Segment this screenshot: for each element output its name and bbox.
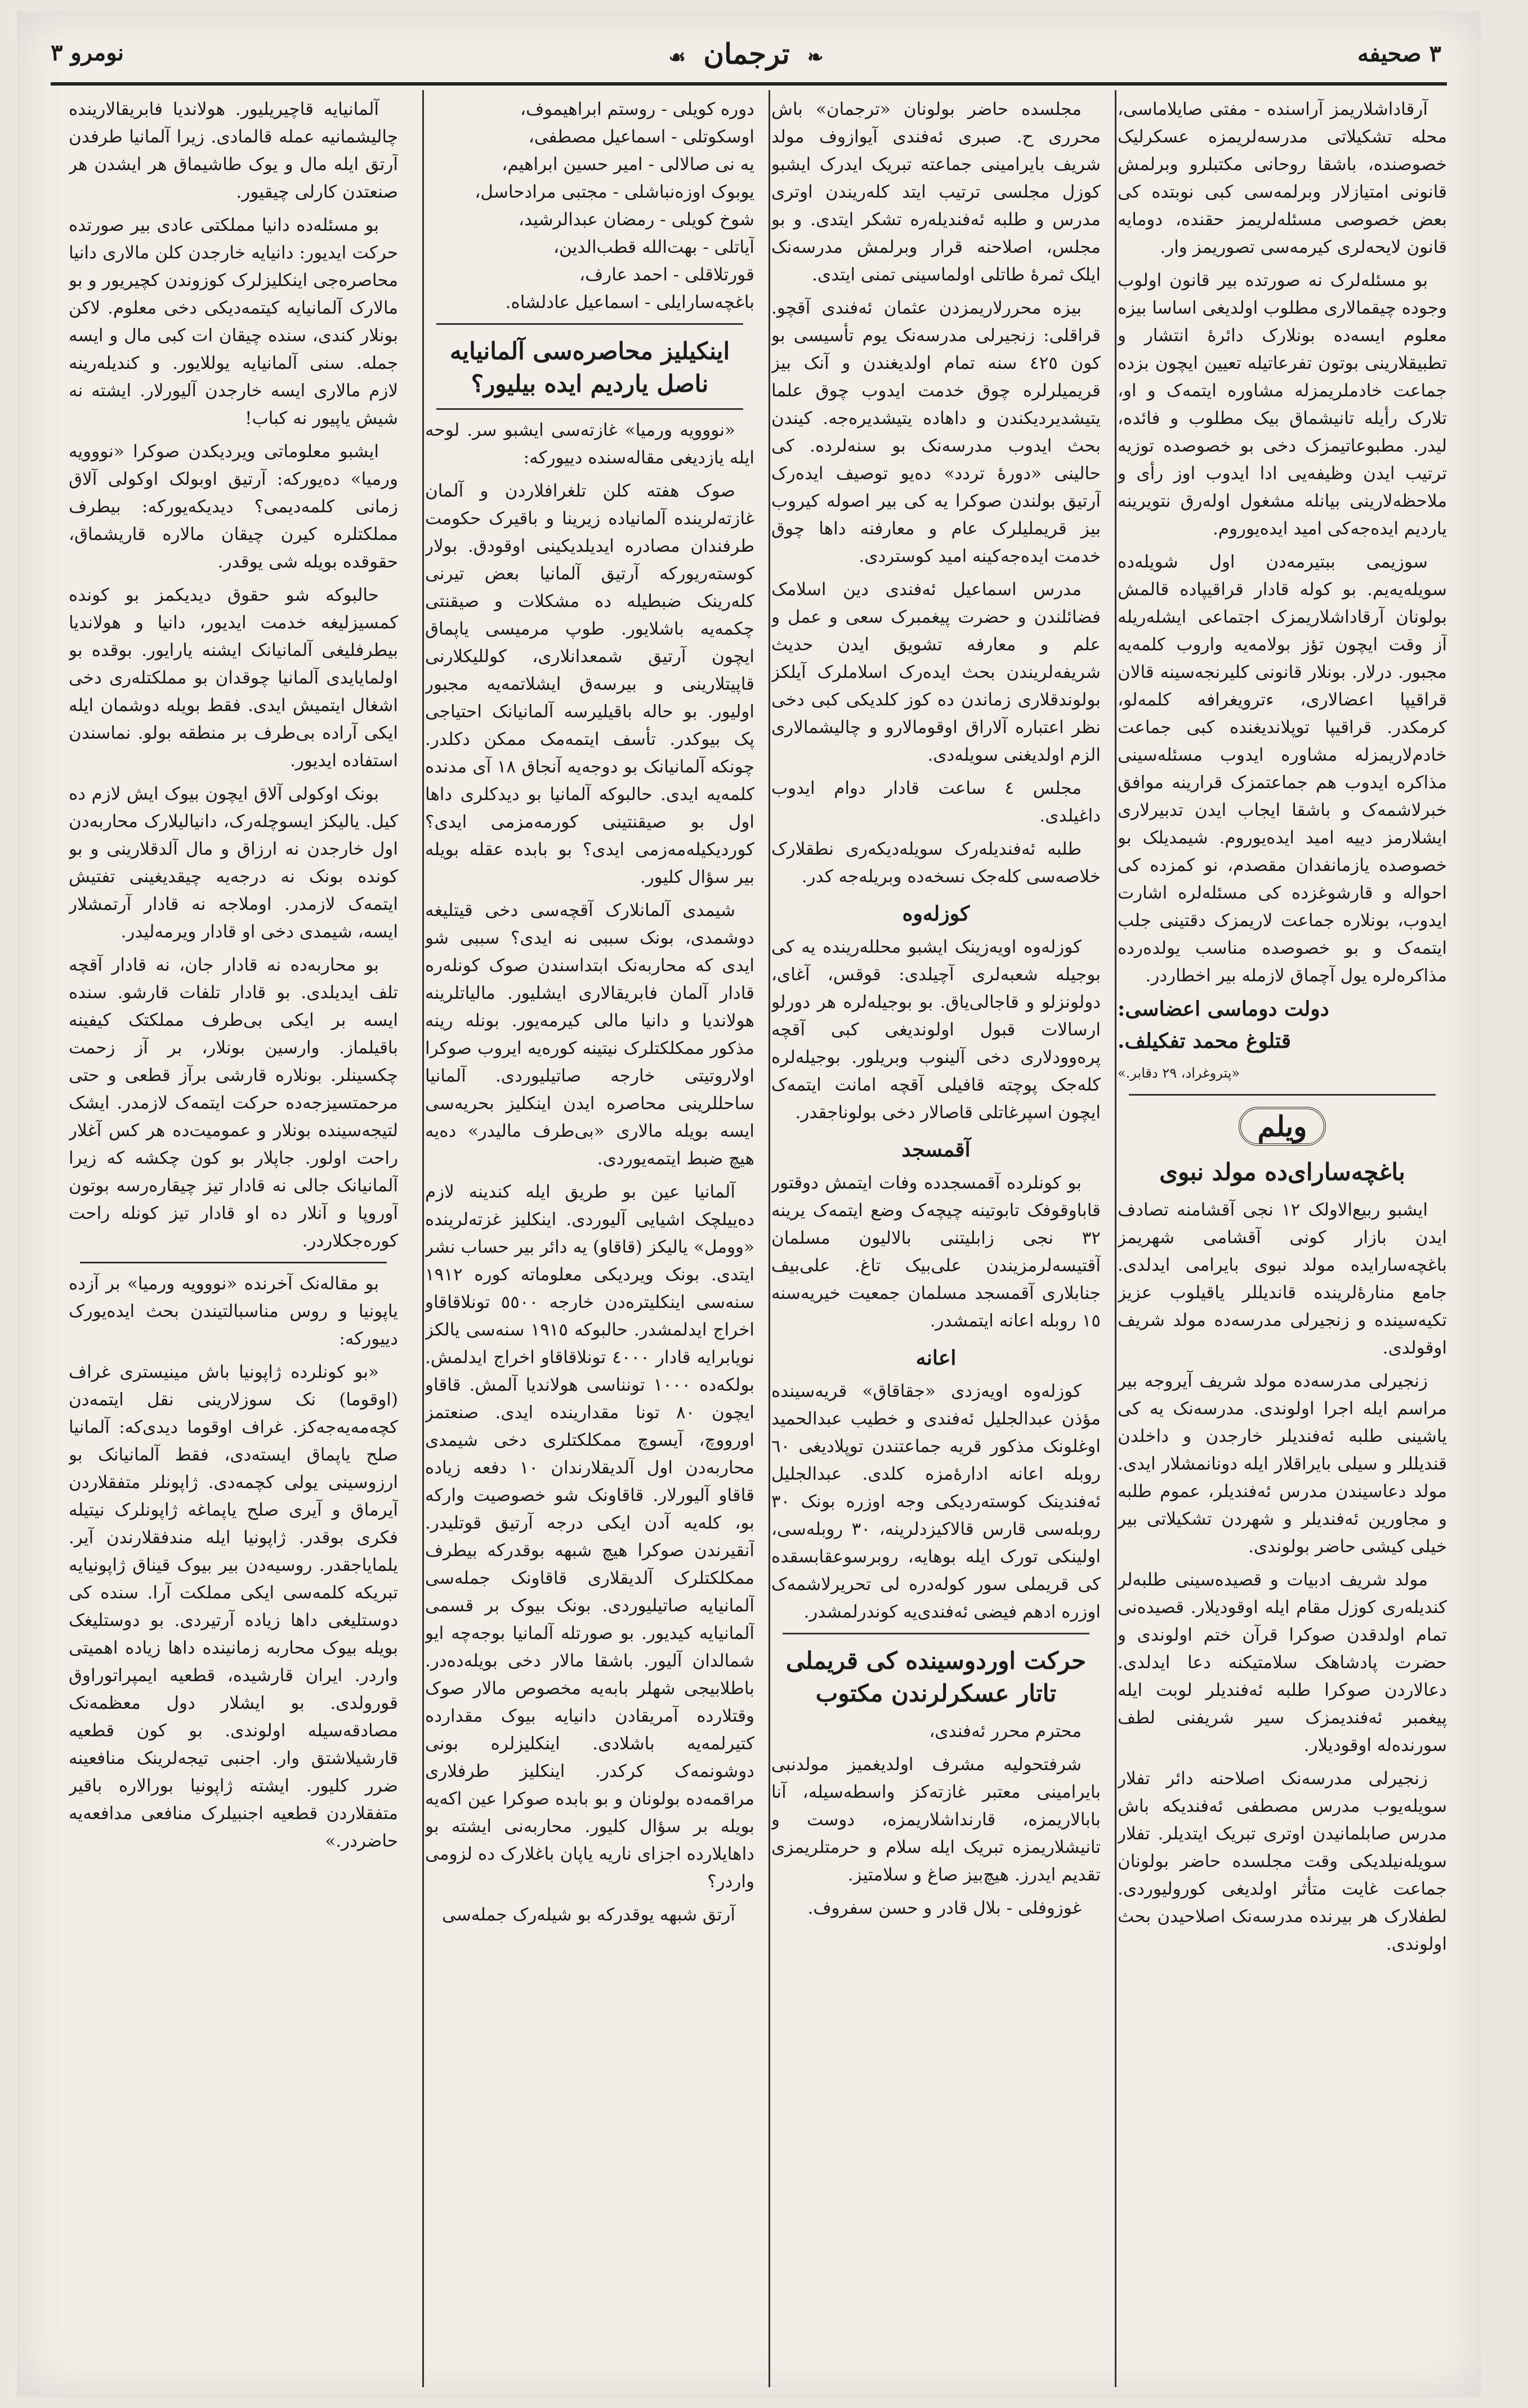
column-divider: [1115, 90, 1116, 2387]
article-paragraph: مجلسده حاضر بولونان «ترجمان» باش محرری ح. صبری ئه‌فندی آیوازوف مولد شریف بایرامینی جماعته تبریک ایدرک ایشبو کوزل مجلسی ترتیب ایتد کله‌ریندن اوتری مدرس و طلبه ئه‌فندیله‌ره تشکر ایتدی. و بو مجلس، اصلاحنه قرار وبرلمش مدرسه‌نک ایلک ثمرۀ طاتلی اولماسینی تمنی ایتدی.: [771, 99, 1101, 285]
signer-list: [425, 96, 754, 316]
column-divider: [769, 90, 770, 2387]
article-paragraph: آلمانیا عین بو طریق ایله کندینه لازم ده‌ییلچک اشیایی آلیوردی. اینکلیز غزته‌لرینده «وومل» یالیکز (قاقاو) یه دائر بیر حساب نشر ایتدی. بونک ویردیکی معلوماته کوره ١٩١٢ سنه‌سی اینکلیتره‌دن خارجه ٥٥٠٠ تونلاقاقاو اخراج ایدلمشدر. حالبوکه ١٩١٥ سنه‌سی یالکز نویابرایه قادار ٤٠٠٠ تونلاقاقاو اخراج ایدلمش. بولکه‌ده ١٠٠٠ تونناسی هولاندیا آلمش. قاقاو ایچون ٨٠ تونا مقدارینده ایدی. صنعتمز اورووچ، آیسوچ ممکلکتلری دخی شیمدی محاربه‌دن اول آلدیقلارندان ١٠ دفعه زیاده قاقاو آلیورلار. قاقاونک شو خصوصیت وارکه بو، کله‌یه آدن ایکی درجه آرتیق قوتلیدر. آنقیرندن صوکرا هیچ شبهه بوقدرکه بیطرف ممکلکتلرک آلدیقلاری قاقاونک جمله‌سی آلمانیایه صاتیلیوردی. بونک بیوک بر قسمی آلمانیایه کیدیور. بو صورتله آلمانیا بوجه‌چه ایو شمالدان آلیور. باشقا مالار دخی بویله‌ده‌در. باطلابیجی شهلر بابه‌یه مخصوص مالار صوک وقتلارده آمریقادن دانیایه بیوک مقدارده کتیرلمه‌یه باشلادی. اینکلیزلره بونی دوشونمه‌ک کرکدر. اینکلیز طرفلاری مراقمه‌ده بولونان و بو بابده صوکرا عین اکه‌یه بویله بر سؤال کلیور. محاربه‌نی ایشته بو داهایلارده اجزای ناریه یاپان باغلارک ده لزومی واردر؟: [425, 1182, 754, 1892]
section-divider: [436, 323, 743, 325]
section-divider: [436, 408, 743, 410]
article-paragraph: کوزله‌وه اویه‌زینک ایشبو محلله‌رینده یه کی بوجیله شعبه‌لری آچیلدی: قوقس، آغای، دولونزلو و قاجالی‌یاق. بو بوجیله‌لره هر دورلو ارسالات قبول اولوندیغی کبی آقچه پره‌وودلاری دخی آلینوب وبریلور. بوجیله‌لره کله‌جک پوچته قافیلی آقچه امانت ایتمه‌ک ایچون اسپرغاتلی قاصالار دخی بولوناجقدر.: [771, 937, 1101, 1123]
section-divider: [1129, 1094, 1436, 1096]
article-paragraph: مجلس ٤ ساعت قادار دوام ایدوب داغیلدی.: [771, 778, 1101, 826]
header-rule: [51, 82, 1447, 86]
signer-list-item: اوسکوتلی - اسماعیل مصطفی،: [528, 127, 754, 147]
article-paragraph: سوزیمی ببتیرمه‌دن اول شویله‌ده سویله‌یه‌یم. بو کوله قادار قراقیپاده قالمش بولونان آرقاداشلاریمزک اجتماعی ایشله‌ریله آز وقت ایچون تؤز بولامه‌یه واروب کلمه‌یه مجبور. درلار. بونلار قانونی کلیرنجه‌سینه قالان قراقیپا اعضالاری، ء‌ترویغرافه کلمه‌لو، کرمکدر. قراقیپا توپلاندیغنده کبی جماعت خادم‌لاریمزله مشاوره ایدوب مسئله‌سینی مذاکره ایدوب هم جماعتمزک قرارینه موافق خبرلاشمه‌ک و باشقا ایجاب ایدن تدبیرلاری ایشلارمز دییه امید ایده‌یوروم. شیمدیلک بو خصوصده یازمانفدان مقصدم، نو کمزده کی احواله و قارشوغزده کی مسئله‌لره اشارت ایدوب، بونلاره جماعت لاریمزک دقتینی جلب ایتمه‌ک و بو خصوصده مناسب یولده‌رده مذاکره‌لره یول آچماق لازمله بیر اخطاردر.: [1118, 552, 1447, 986]
newspaper-title: [660, 37, 831, 70]
section-headline: کوزله‌وه: [902, 902, 970, 926]
signer-list-item: دوره کویلی - روستم ابراهیموف،: [520, 99, 754, 119]
article-headline: اینکیلیز محاصره‌سی آلمانیایه ناصل یاردیم ایده بیلیور؟: [449, 337, 730, 397]
signer-list-item: یوبوک اوزه‌نباشلی - مجتبی مرادحاسل،: [475, 182, 754, 202]
article-paragraph: ایشبو معلوماتی ویردیکدن صوکرا «نووویه ورمیا» ده‌یورکه: آرتیق اوبولک اوکولی آلاق زمانی کلمه‌دیمی؟ دیدیکه‌یورکه: بیطرف مملکتلره کیرن چیقان مالاره قاریشماق، حقوقده بویله شی یوقدر.: [69, 441, 398, 572]
article-paragraph: بو کونلرده آقمسجدده وفات ایتمش دوقتور قاباو‌قوفک تابوتینه چیچه‌ک وضع ایتمه‌ک یرینه ٣٢ نجی زابلیتنی بالالیون مسلمان آقتیسه‌لرمزیندن علی‌بیک تاغ. علی‌بیف جنابلاری آقمسجد مسلمان جمعیت خیریه‌سنه ١٥ روبله اعانه ایتمشدر.: [771, 1173, 1101, 1331]
column-2: [771, 96, 1101, 2382]
article-paragraph: زنجیرلی مدرسه‌نک اصلاحنه دائر تفلار سویله‌یوب مدرس مصطفی ئه‌فندیکه باش مدرس صابلمانیدن اوتری تبریک ایتدیلر. تفلار سویله‌نیلدیکی وقت مجلسده حاضر بولونان جماعت غایت متأثر اولدیغی کورولیوردی. لطفلارک هر بیرنده مدرسه‌نک اصلاحیدن بحث اولوندی.: [1118, 1768, 1447, 1954]
article-paragraph: زنجیرلی مدرسه‌ده مولد شریف آیروجه بیر مراسم ایله اجرا اولوندی. مدرسه‌نک یه کی یاشینی طلبه ئه‌فندیلر خارجدن و داخلدن قندیللر و سیلی بایراقلار ایله دونانمشلار ایدی. مولد دعاسیندن مدرس ئه‌فندیلر، عموم طلبه و مجاورین ئه‌فندیلر و شهردن تشکیلاتی بیر خیلی کیشی حاضر بولوندی.: [1118, 1371, 1447, 1557]
column-divider: [422, 90, 424, 2387]
column-1: [1118, 96, 1447, 2382]
article-paragraph: صوک هفته کلن تلغرافلاردن و آلمان غازته‌لرینده آلمانیاده زیرینا و باقیرک حکومت طرفندان مصادره ایدیلدیکینی اوقودق. بولار کوسته‌ریورکه آرتیق آلمانیا بعض تیرنی کله‌رینک ضبطیله ده مشکلات و صیقنتی چکمه‌یه باشلایور. طوپ مرمیسی یاپماق ایچون آرتیق شمعدانلاری، کوللیکلارنی قاپیتلارینی و بیرسه‌ق ایشلاتمه‌یه مجبور اولیور. بو حاله باقیلیرسه آلمانیانک احتیاجی پک بیوکدر. تأسف ایتمه‌مک ممکن دکلدر. چونکه آلمانیانک بو دوجه‌یه آنجاق ١٨ آی مدنده کلمه‌یه ایدی. حالبوکه آلمانیا بو دیدکلری داها اول بو صیقنتینی کورمه‌مزمی ایدی؟ کوردیکیله‌مه‌زمی ایدی؟ بو بابده عقله بویله بیر سؤال کلیور.: [425, 481, 754, 887]
article-headline: حرکت اوردوسینده کی قریملی تاتار عسکرلرندن مکتوب: [785, 1647, 1087, 1707]
article-paragraph: مولد شریف ادبیات و قصیده‌سینی طلبه‌لر کندیله‌ری کوزل مقام ایله اوقودیلار. قصیده‌نی تمام اولدقدن صوکرا قرآن ختم اولوندی و حضرت پادشاهک سلامتیکنه دعا ایدلدی. دعالاردن صوکرا طلبه ئه‌فندیلر لوبت ایله پیغمبر ئه‌فندیمزک سیر شریفنی لطف سورنده‌له اوقودیلار.: [1118, 1570, 1447, 1755]
letter-signers: [771, 1895, 1101, 1922]
signer-role: دولت دوماسی اعضاسی:: [1118, 997, 1329, 1021]
section-headline: اعانه: [915, 1346, 957, 1370]
signer: و حسن سفروف.: [807, 1898, 932, 1918]
article-paragraph: بو مسئله‌لرک نه صورتده بیر قانون اولوب وجوده چیقمالاری مطلوب اولدیغی اساسا بیزه معلوم ایسه‌ده بونلارک دائرۀ انتشار و تطبیقلارینی بوتون تفرعاتیله تعیین ایچون بزده جماعت خادملریمزله مشاوره ایتمه‌ک و او، تلارک رأیله تانیشماق بیک مطلوب و فائده، لیدر. مطبوعاتیمزک دخی بو خصوصده توزیه ترتیب ایدن وظیفه‌یی ادا ایدوب اوز رأی و ملاحظه‌لارینی بیانله مشغول اوله‌رق نتویرینه یاردیم ایده‌جه‌کی امید ایده‌یوروم.: [1118, 270, 1447, 539]
issue-number: نومرو ٣: [51, 39, 124, 66]
column-4: [69, 96, 398, 2382]
article-paragraph: بیزه محررلاریمزدن عثمان ئه‌فندی آقچو. قراقلی: زنجیرلی مدرسه‌نک یوم تأسیسی بو کون ٤٢٥ سنه تمام اولدیغندن و آنک بیز قریمیلرلره چوق خدمت ایدوب چوق علما یتیشدیردیکندن و داهاده یتیشدیره‌جه. کیندن بحث ایدوب مدرسه‌نک بو سنه‌لرده. کی حالینی «دورۀ تردد» ده‌یو توصیف ایده‌رک آرتیق بولندن صوکرا یه کی بیر اصوله کیروب بیز قریملیلرک عام و معارفنه داها چوق خدمت ایده‌جه‌کینه امید کوستردی.: [771, 298, 1101, 566]
article-paragraph: بونک اوکولی آلاق ایچون بیوک ایش لازم ده کیل. یالیکز ایسوچله‌رک، دانیالیلارک محاربه‌دن اول خارجدن نه ارزاق و مال آلدقلارینی و بو کونده بونک نه درجه‌یه چیقدیغینی تفتیش ایتمه‌ک لازمدر. اوملاجه نه قادار آرتمشلار ایسه، شیمدی دخی او قادار ویرمه‌لیدر.: [69, 784, 398, 942]
section-divider: [80, 1262, 387, 1263]
signer-list-item: یه نی صالالی - امیر حسین ابراهیم،: [502, 154, 754, 175]
article-headline: باغچه‌سارای‌ده مولد نبوی: [1159, 1158, 1405, 1186]
article-paragraph: «نووویه ورمیا» غازته‌سی ایشبو سر. لوحه ایله یازدیغی مقاله‌سنده دییورکه:: [425, 420, 754, 468]
column-3: [425, 96, 754, 2382]
article-paragraph: «بو کونلرده ژاپونیا باش مینیستری غراف (اوقوما) نک سوزلارینی نقل ایتمه‌دن کچه‌مه‌یه‌جه‌کز. غراف اوقوما دیدی‌که: آلمانیا صلح یاپماق ایسته‌دی، فقط آلمانیانک بو ارزوسینی یولی کچمه‌دی. ژاپونلر متفقلاردن آیرماق و آیری صلح یاپماغه ژاپونلرک نیتیله فکری بوقدر. ژاپونیا ایله مندفقلارندن آیر. یلمایاجقدر. روسیه‌دن بیر بیوک قیناق ژاپونیایه تبریکه کلمه‌سی ایکی مملکت آرا. سنده کی دوستلیغی داها زیاده آرتیردی. بو دوستلیغک بویله بیوک محاربه زمانینده داها زیاده اهمیتی واردر. ایران قارشیده، قطعیه ایمپراتوراوق قورولدی. بو ایشلار دول معظمه‌نک مصادقه‌سیله اولوندی. بو کون قطعیه قارشیلاشتق وار. اجنبی تیجه‌لرینک منافعینه ضرر کلیور. ایشته ژاپونیا بورالاره باقیر متفقلاردن قطعیه اجنبیلرک منافعی مدافعه‌یه حاضردر.»: [69, 1362, 398, 1851]
article-paragraph: آلمانیایه قاچیریلیور. هولاندیا فابریقالارینده چالیشمانیه عمله قالمادی. زیرا آلمانیا طرفدن آرتق ایله مال و یوک طاشیماق هر ایشدن هر صنعتدن کارلی چیقیور.: [69, 99, 398, 202]
article-paragraph: شرفتحوليه مشرف اولدیغمیز مولدنبی بایرامینی معتبر غازته‌کز واسطه‌سیله، آنا بابالاریمزه، قارنداشلاریمزه، دوست و تانیشلاریمزه تبریک ایله سلام و حرمتلریمزی تقدیم ایدرز. هیچ‌بیز صاغ و سلامتیز.: [771, 1754, 1101, 1885]
article-paragraph: بو محاربه‌ده نه قادار جان، نه قادار آقچه تلف ایدیلدی. بو قادار تلفات قارشو. سنده ایسه بر ایکی بی‌طرف مملکتک کیفینه باقیلماز. وارسین بونلار، بر آز زحمت چکسینلر. بونلاره قارشی برآز قطعی و حتی مرحمتسیزجه‌ده حرکت ایتمه‌ک لازمدر. ایشک لتیجه‌سینده بونلار و عمومیت‌ده هر کس آغلار راحت اولور. جاپلار بو کون چکشه که زیرا آلمانیانک جالی نه قادار تیز چیقاره‌رسه بوتون آوروپا و آنلار ده او قادار تیز کونله راحت کوره‌جکلاردر.: [69, 955, 398, 1251]
ornament-badge: ویلم: [1239, 1107, 1326, 1146]
article-paragraph: بو مسئله‌ده دانیا مملکتی عادی بیر صورتده حرکت ایدیور: دانیایه خارجدن کلن مالاری دانیا محاصره‌جی اینکلیزلرک کوزوندن کچیریور و بو مالارک آلمانیایه کیتمه‌دیکی دخی معلوم. لاکن بونلار کندی، سنده چیقان ات کبی مال و ایسه جمله. سنی آلمانیایه یوللایور. و کندیله‌رینه لازم مالاری ایسه خارجدن آلیورلار. ایشته نه شیش یاپیور نه کباب!: [69, 215, 398, 428]
signer-list-item: شوخ کویلی - رمضان عبدالرشید،: [519, 209, 754, 230]
article-paragraph: ایشبو ربیع‌الاولک ١٢ نجی آقشامنه تصادف ایدن بازار کونی آقشامی شهریمز باغچه‌سارایده مولد نبوی بایرامی ایدلدی. جامع منارۀ‌لرینده قاندیللر یاقیلوب عزیز تکیه‌سینده و زنجیرلی مدرسه‌ده مولد شریف اوقولدی.: [1118, 1200, 1447, 1358]
article-paragraph: طلبه ئه‌فندیله‌رک سویله‌دیکه‌ری نطقلارک خلاصه‌سی کله‌جک نسخه‌ده وبریله‌جه کدر.: [771, 839, 1101, 887]
article-paragraph: حالبوکه شو حقوق دیدیکمز بو کونده کمسیزلیغه خدمت ایدیور، دانیا و هولاندیا بیطرفلیغی آلمانیانک ایشنه یارایور. بوقده بو اولمایایدی آلمانیا چوقدان بو مملکتله‌ری دخی اشغال ایتمیش ایدی. فقط بویله دوشمان ایله ایکی آراده بی‌طرف بر منطقه بولو. نماسندن استفاده ایدیور.: [69, 585, 398, 771]
newspaper-page: [17, 11, 1481, 2397]
article-paragraph: بو مقاله‌نک آخرنده «نووویه ورمیا» بر آزده یاپونیا و روس مناسبالتیندن بحث ایده‌یورک دییورکه:: [69, 1274, 398, 1349]
section-ornament: [1118, 1107, 1447, 1146]
title-text: ترجمان: [703, 37, 790, 70]
article-paragraph: مدرس اسماعیل ئه‌فندی دین اسلامک فضائلندن و حضرت پیغمبرک سعی و عمل و علم و معارفه تشویق ایدن حدیث شریفه‌لریندن بحث ایده‌رک اسلاملرک آیلکز بولوندقلاری زماندن ده کوز کلدیکی کبی دخی نظر اعتباره آلاراق اوقومالارو و چالیشمالاری الزم اولدیغنی سویله‌دی.: [771, 579, 1101, 765]
title-ornament-icon: ❧: [807, 46, 824, 69]
signer-name: قتلوغ محمد تفکیلف.: [1118, 1029, 1292, 1053]
page-header: [51, 34, 1441, 84]
article-paragraph: آرتق شبهه یوقدرکه بو شیله‌رک جمله‌سی: [441, 1905, 735, 1925]
letter-salutation: محترم محرر ئه‌فندی،: [929, 1721, 1082, 1741]
page-number: ٣ صحيفه: [1357, 41, 1441, 67]
article-paragraph: کوزله‌وه اویه‌زدی «جقاقاق» قریه‌سینده مؤذن عبدالجلیل ئه‌فندی و خطیب عبدالحمید اوغلونک مذکور قریه جماعتندن توپلادیغی ٦٠ روبله اعانه ادارۀمزه کلدی. عبدالجلیل ئه‌فندینک کوسته‌ردیکی وجه اوزره بونک ٣٠ روبله‌سی قارس قالاکیزدلرینه، ٣٠ روبله‌سی، اولینکی تورک ایله بوهایه، روبرسوعقابسقده کی قریملی سور کوله‌دره لی تحریرلاشمه‌ک اوزره ادهم فیضی ئه‌فندی‌یه کوندرلمشدر.: [771, 1381, 1101, 1622]
article-paragraph: آرقاداشلاریمز آراسنده - مفتی صایلاماسی، محله تشکیلاتی مدرسه‌لریمزه عسکرلیک خصوصنده، باشقا روحانی مکتبلرو وبرلمش قانونی امتیازلار وبرلمه‌سی کبی نوبتده کی بعض خصوصی مسئله‌لریمز حقنده، دومایه قانون لایحه‌لری کیرمه‌سی تصوریمز وار.: [1118, 99, 1447, 257]
signer-list-item: آیاتلی - بهت‌الله قطب‌الدین،: [553, 237, 754, 257]
section-divider: [783, 1633, 1089, 1634]
dateline: «پتروغراد، ٢٩ دقابر.»: [1118, 1065, 1240, 1081]
section-headline: آقمسجد: [901, 1138, 971, 1161]
article-paragraph: شیمدی آلمانلارک آقچه‌سی دخی قیتلیغه دوشمدی، بونک سببی نه ایدی؟ سببی شو ایدی که محاربه‌نک ابتداسندن صوک کونله‌ره قادار آلمان فابریقالاری ایشلیور. مالیاتلرینه هولاندیا و دانیا مالی کیرمه‌یور. بونله رینه مذکور ممکلکتلرک نیتینه کوره‌یه ایروب صوکرا اولاروتیتی خارجه صاتیلیوردی. آلمانیا ساحللرینی محاصره ایدن اینکلیز بحریه‌سی ایسه بویله مالاری «بی‌طرف مالیدر» ده‌یه هیچ ضبط ایتمه‌یوردی.: [425, 900, 754, 1169]
signer-list-item: قورتلاقلی - احمد عارف،: [579, 265, 754, 285]
signer: غوزوفلی - بلال قادر: [937, 1898, 1082, 1918]
title-ornament-icon: ☙: [668, 46, 686, 69]
signer-list-item: باغچه‌سارایلی - اسماعیل عادلشاه.: [505, 292, 754, 312]
